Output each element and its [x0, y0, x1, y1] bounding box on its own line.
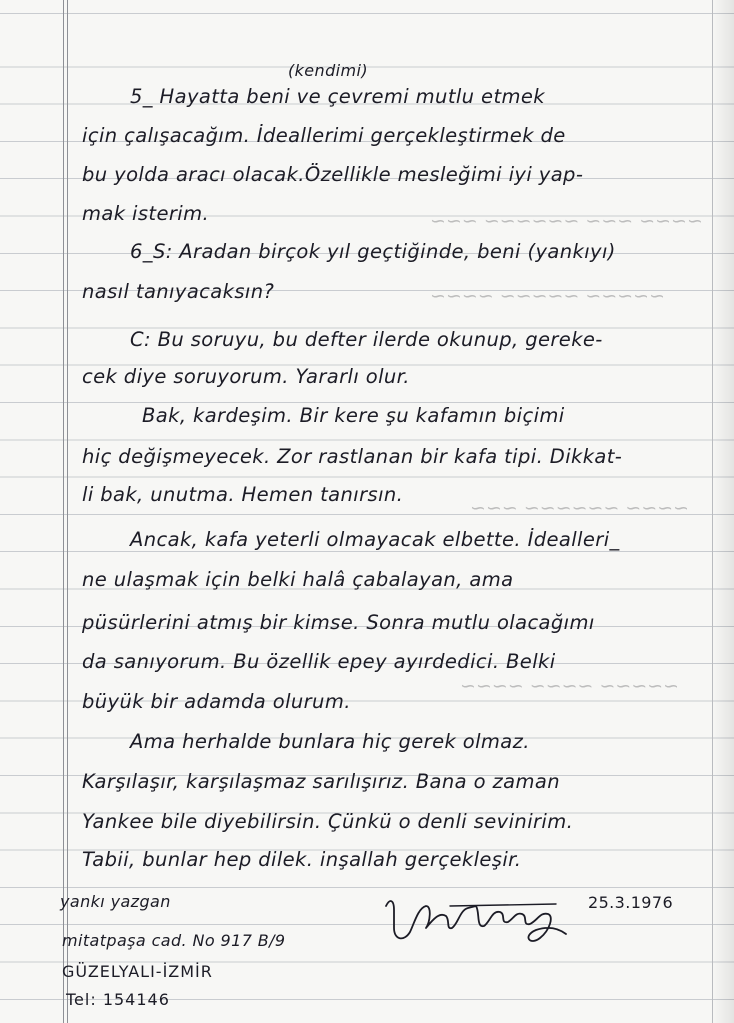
text-line: Yankee bile diyebilirsin. Çünkü o denli sevinirim. [82, 810, 574, 833]
footer-name: yankı yazgan [60, 892, 171, 911]
text-line: nasıl tanıyacaksın? [82, 280, 275, 303]
text-line: Ancak, kafa yeterli olmayacak elbette. İdealleri_ [130, 528, 620, 551]
text-line: için çalışacağım. İdeallerimi gerçekleştirmek de [82, 124, 566, 147]
text-line: hiç değişmeyecek. Zor rastlanan bir kafa tipi. Dikkat- [82, 445, 623, 468]
footer-phone: Tel: 154146 [66, 990, 170, 1009]
handwritten-signature [380, 888, 580, 958]
footer-date: 25.3.1976 [588, 893, 674, 912]
text-line: Karşılaşır, karşılaşmaz sarılışırız. Bana o zaman [82, 770, 561, 793]
text-line: Bak, kardeşim. Bir kere şu kafamın biçimi [142, 404, 565, 427]
text-line: da sanıyorum. Bu özellik epey ayırdedici. Belki [82, 650, 556, 673]
text-line: 5_ Hayatta beni ve çevremi mutlu etmek [130, 85, 545, 108]
text-line: li bak, unutma. Hemen tanırsın. [82, 483, 404, 506]
footer-address-line2: GÜZELYALI-İZMİR [62, 962, 213, 981]
text-line: püsürlerini atmış bir kimse. Sonra mutlu olacağımı [82, 611, 595, 634]
bleed-through-shadow: ~~~~~ ~~~~ ~~~~ [460, 675, 680, 697]
text-line: mak isterim. [82, 202, 210, 225]
text-line: cek diye soruyorum. Yararlı olur. [82, 365, 410, 388]
bleed-through-shadow: ~~~~~ ~~~~~ ~~~~ [430, 285, 665, 307]
inserted-word: (kendimi) [288, 61, 368, 80]
text-line: ne ulaşmak için belki halâ çabalayan, ama [82, 568, 514, 591]
bleed-through-shadow: ~~~~ ~~~~~~ ~~~ [470, 497, 690, 519]
text-line: Tabii, bunlar hep dilek. inşallah gerçekleşir. [82, 848, 522, 871]
page-edge-shadow [712, 0, 734, 1023]
bleed-through-shadow: ~~~~ ~~~ ~~~~~~ ~~~ [430, 210, 703, 232]
margin-line-left-inner [67, 0, 68, 1023]
footer-address-line1: mitatpaşa cad. No 917 B/9 [62, 931, 286, 950]
text-line: C: Bu soruyu, bu defter ilerde okunup, gereke- [130, 328, 603, 351]
text-line: 6_S: Aradan birçok yıl geçtiğinde, beni (yankıyı) [130, 240, 616, 263]
text-line: büyük bir adamda olurum. [82, 690, 351, 713]
text-line: Ama herhalde bunlara hiç gerek olmaz. [130, 730, 530, 753]
text-line: bu yolda aracı olacak.Özellikle mesleğimi iyi yap- [82, 163, 584, 186]
margin-line-left [63, 0, 64, 1023]
